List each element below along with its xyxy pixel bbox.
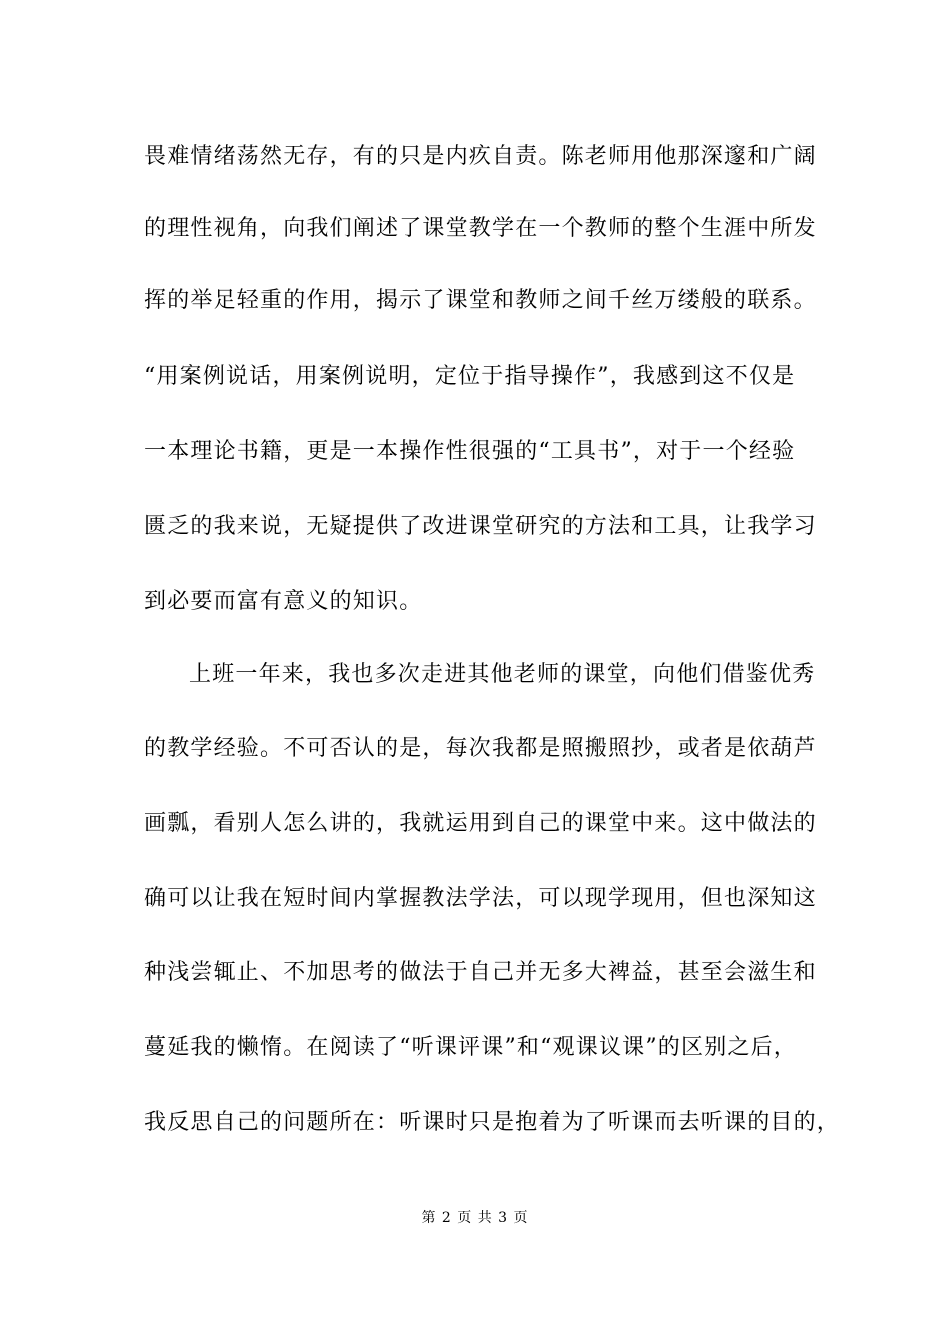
paragraph-2-line-1: 上班一年来，我也多次走进其他老师的课堂，向他们借鉴优秀 xyxy=(189,662,816,687)
paragraph-2-line-6: 蔓延我的懒惰。在阅读了“听课评课”和“观课议课”的区别之后， xyxy=(144,1035,797,1060)
paragraph-2-line-7: 我反思自己的问题所在：听课时只是抱着为了听课而去听课的目的， xyxy=(144,1110,841,1135)
paragraph-1-line-5: 一本理论书籍，更是一本操作性很强的“工具书”，对于一个经验 xyxy=(144,439,796,464)
paragraph-1-line-1: 畏难情绪荡然无存，有的只是内疚自责。陈老师用他那深邃和广阔 xyxy=(144,144,817,169)
paragraph-2-line-2: 的教学经验。不可否认的是，每次我都是照搬照抄，或者是依葫芦 xyxy=(144,736,817,761)
paragraph-1-line-4: “用案例说话，用案例说明，定位于指导操作”，我感到这不仅是 xyxy=(144,364,796,389)
paragraph-2-line-4: 确可以让我在短时间内掌握教法学法，可以现学现用，但也深知这 xyxy=(144,886,817,911)
paragraph-2-line-5: 种浅尝辄止、不加思考的做法于自己并无多大裨益，甚至会滋生和 xyxy=(144,960,817,985)
paragraph-1-line-3: 挥的举足轻重的作用，揭示了课堂和教师之间千丝万缕般的联系。 xyxy=(144,288,817,313)
paragraph-1-line-7: 到必要而富有意义的知识。 xyxy=(144,589,423,614)
paragraph-2-line-3: 画瓢，看别人怎么讲的，我就运用到自己的课堂中来。这中做法的 xyxy=(144,811,817,836)
paragraph-1-line-6: 匮乏的我来说，无疑提供了改进课堂研究的方法和工具，让我学习 xyxy=(144,514,817,539)
paragraph-1-line-2: 的理性视角，向我们阐述了课堂教学在一个教师的整个生涯中所发 xyxy=(144,216,817,241)
page-number-footer: 第 2 页 共 3 页 xyxy=(421,1210,529,1226)
